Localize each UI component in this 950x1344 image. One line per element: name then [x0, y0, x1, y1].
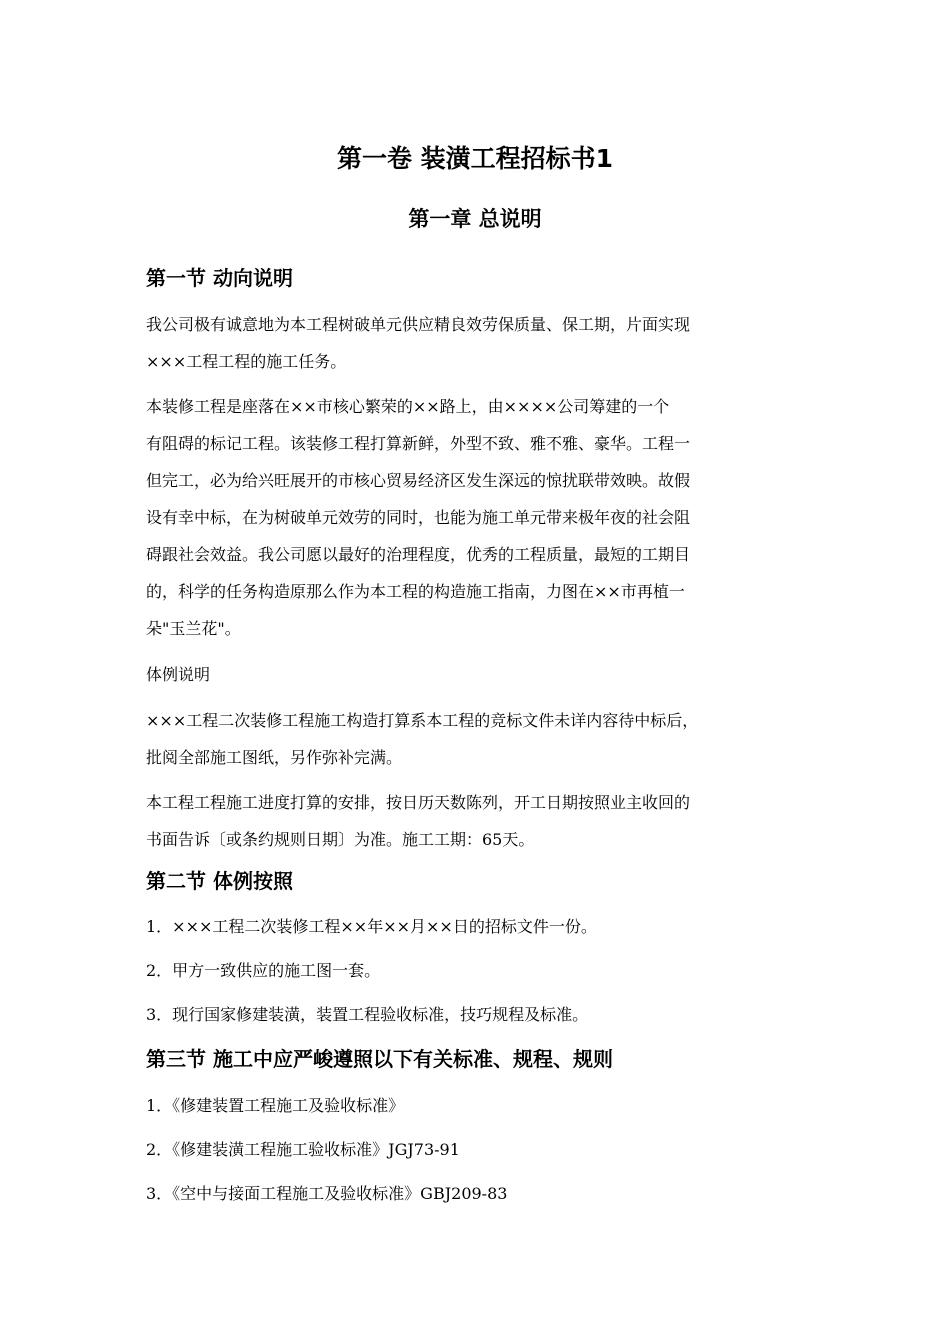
text-line: 本装修工程是座落在××市核心繁荣的××路上，由××××公司筹建的一个 — [146, 397, 670, 416]
section-1-paragraph-5 — [146, 784, 806, 858]
text-line: 本工程工程施工进度打算的安排，按日历天数陈列，开工日期按照业主收回的 — [146, 793, 691, 812]
section-2-heading: 第二节 体例按照 — [146, 869, 293, 893]
section-1-paragraph-4 — [146, 702, 806, 776]
chapter-title: 第一章 总说明 — [408, 207, 542, 231]
text-line: ×××工程工程的施工任务。 — [146, 352, 347, 371]
section-2-list-item: 1．×××工程二次装修工程××年××月××日的招标文件一份。 — [146, 917, 597, 936]
section-3-heading: 第三节 施工中应严峻遵照以下有关标准、规程、规则 — [146, 1047, 613, 1071]
text-line: 有阻碍的标记工程。该装修工程打算新鲜，外型不致、雅不雅、豪华。工程一 — [146, 434, 691, 453]
section-1-paragraph-3 — [146, 656, 806, 693]
text-line: 碍跟社会效益。我公司愿以最好的治理程度，优秀的工程质量，最短的工期目 — [146, 545, 691, 564]
section-3-list-item: 1．《修建装置工程施工及验收标准》 — [146, 1096, 405, 1115]
text-line: 但完工，必为给兴旺展开的市核心贸易经济区发生深远的惊扰联带效映。故假 — [146, 471, 691, 490]
document-title: 第一卷 装潢工程招标书1 — [336, 144, 614, 173]
section-1-paragraph-2 — [146, 388, 806, 647]
text-line: ×××工程二次装修工程施工构造打算系本工程的竞标文件未详内容待中标后， — [146, 711, 699, 730]
section-3-list-item: 2．《修建装潢工程施工验收标准》JGJ73-91 — [146, 1140, 460, 1159]
text-line: 朵"玉兰花"。 — [146, 619, 241, 638]
section-3-list-item: 3．《空中与接面工程施工及验收标准》GBJ209-83 — [146, 1184, 508, 1203]
section-2-list-item: 3．现行国家修建装潢，装置工程验收标准，技巧规程及标准。 — [146, 1005, 589, 1024]
text-line: 书面告诉〔或条约规则日期〕为准。施工工期：65天。 — [146, 830, 535, 849]
section-2-list-item: 2．甲方一致供应的施工图一套。 — [146, 961, 381, 980]
section-1-paragraph-1 — [146, 306, 806, 380]
section-1-heading: 第一节 动向说明 — [146, 266, 293, 290]
text-line: 我公司极有诚意地为本工程树破单元供应精良效劳保质量、保工期，片面实现 — [146, 315, 691, 334]
text-line: 批阅全部施工图纸，另作弥补完满。 — [146, 748, 403, 767]
text-line: 的，科学的任务构造原那么作为本工程的构造施工指南，力图在××市再植一 — [146, 582, 685, 601]
text-line: 设有幸中标，在为树破单元效劳的同时，也能为施工单元带来极年夜的社会阻 — [146, 508, 691, 527]
text-line: 体例说明 — [146, 665, 211, 684]
